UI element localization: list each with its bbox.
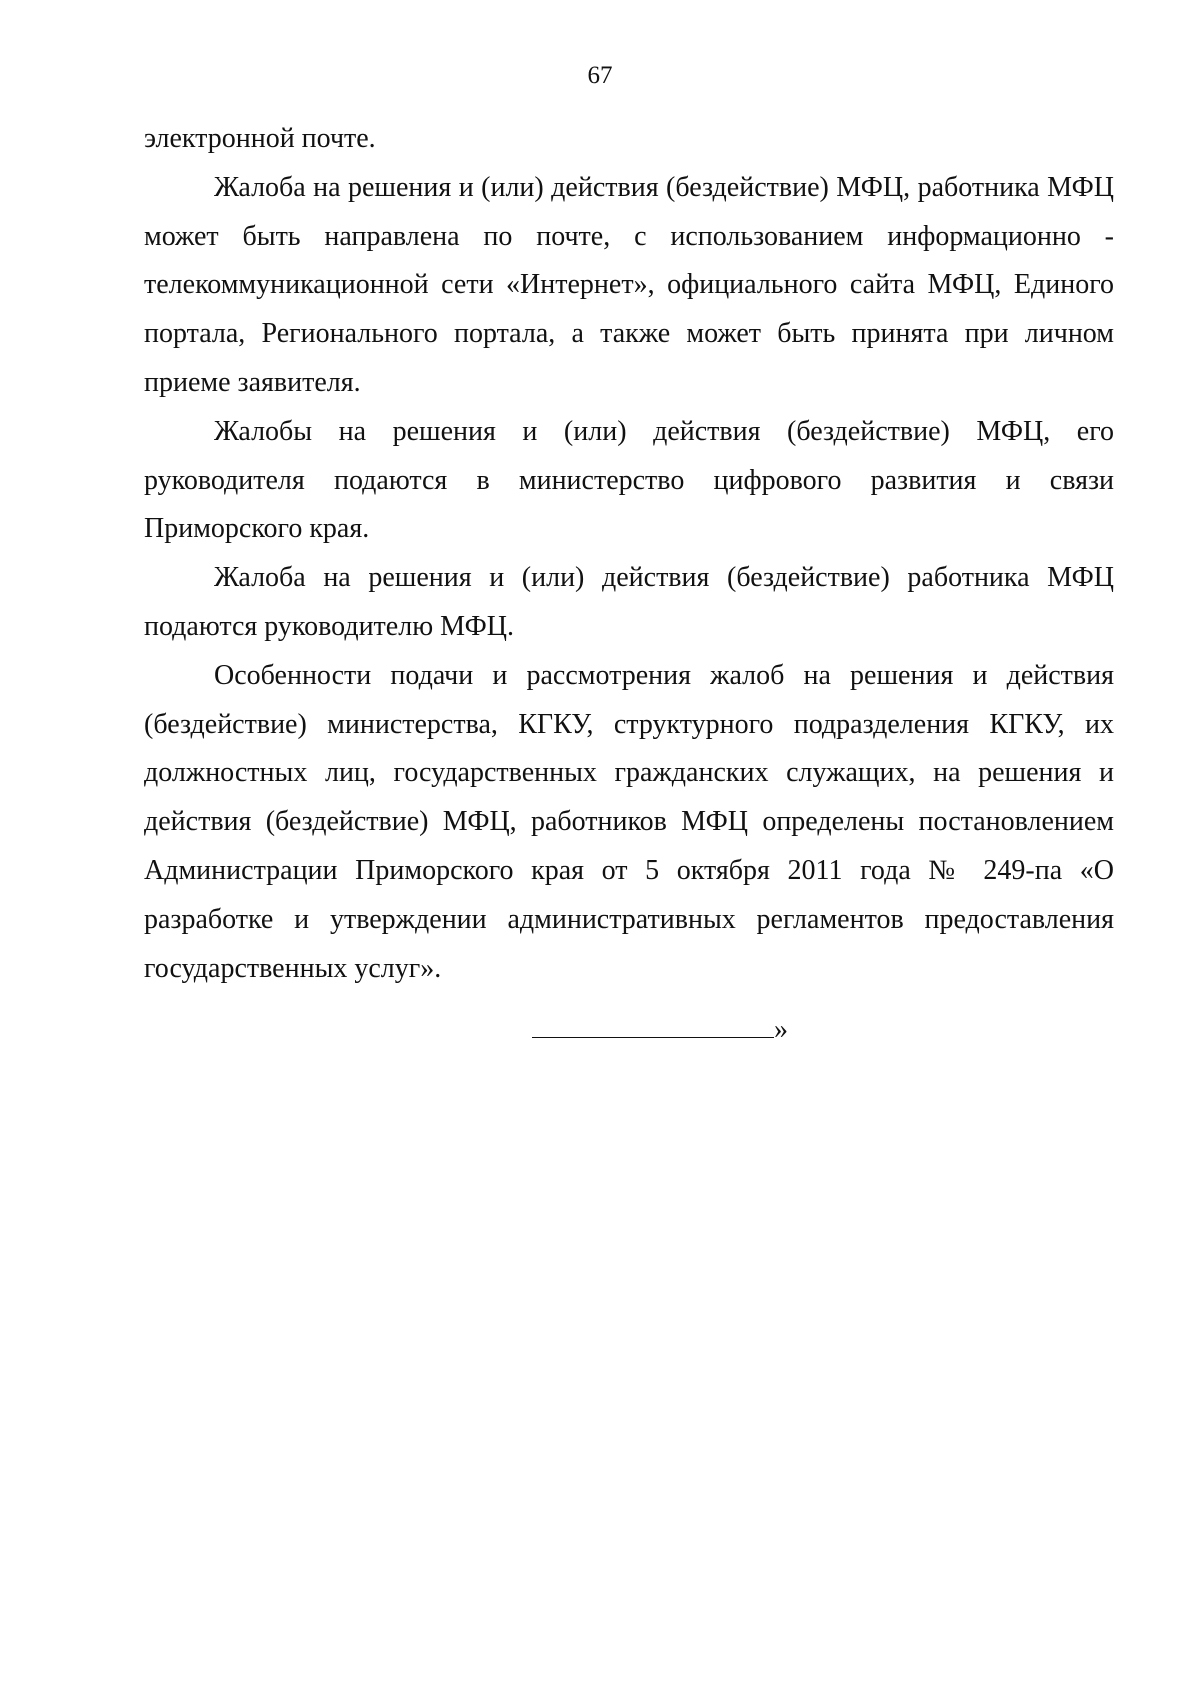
closing-separator	[532, 1010, 788, 1050]
paragraph-complaint-submission: Жалоба на решения и (или) действия (бездействие) МФЦ, работника МФЦ может быть направлена по почте, с использованием информационно - телекоммуникационной сети «Интернет», официального сайта МФЦ, Единого портала, Регионального портала, а также может быть принята при личном приеме заявителя.	[144, 171, 1114, 398]
paragraph-complaint-mfc-head: Жалобы на решения и (или) действия (бездействие) МФЦ, его руководителя подаются в министерство цифрового развития и связи Приморского края.	[144, 415, 1114, 545]
paragraph-continuation: электронной почте.	[144, 123, 376, 154]
page-number: 67	[587, 62, 613, 89]
paragraph-complaint-mfc-employee: Жалоба на решения и (или) действия (бездействие) работника МФЦ подаются руководителю МФЦ.	[144, 562, 1114, 642]
closing-quote-mark: »	[774, 1014, 788, 1045]
document-body	[144, 115, 1114, 993]
separator-line	[532, 1015, 774, 1038]
paragraph-complaint-features: Особенности подачи и рассмотрения жалоб на решения и действия (бездействие) министерства, КГКУ, структурного подразделения КГКУ, их должностных лиц, государственных гражданских служащих, на решения и действия (бездействие) МФЦ, работников МФЦ определены постановлением Администрации Приморского края от 5 октября 2011 года № 249-па «О разработке и утверждении административных регламентов предоставления государственных услуг».	[144, 659, 1114, 984]
